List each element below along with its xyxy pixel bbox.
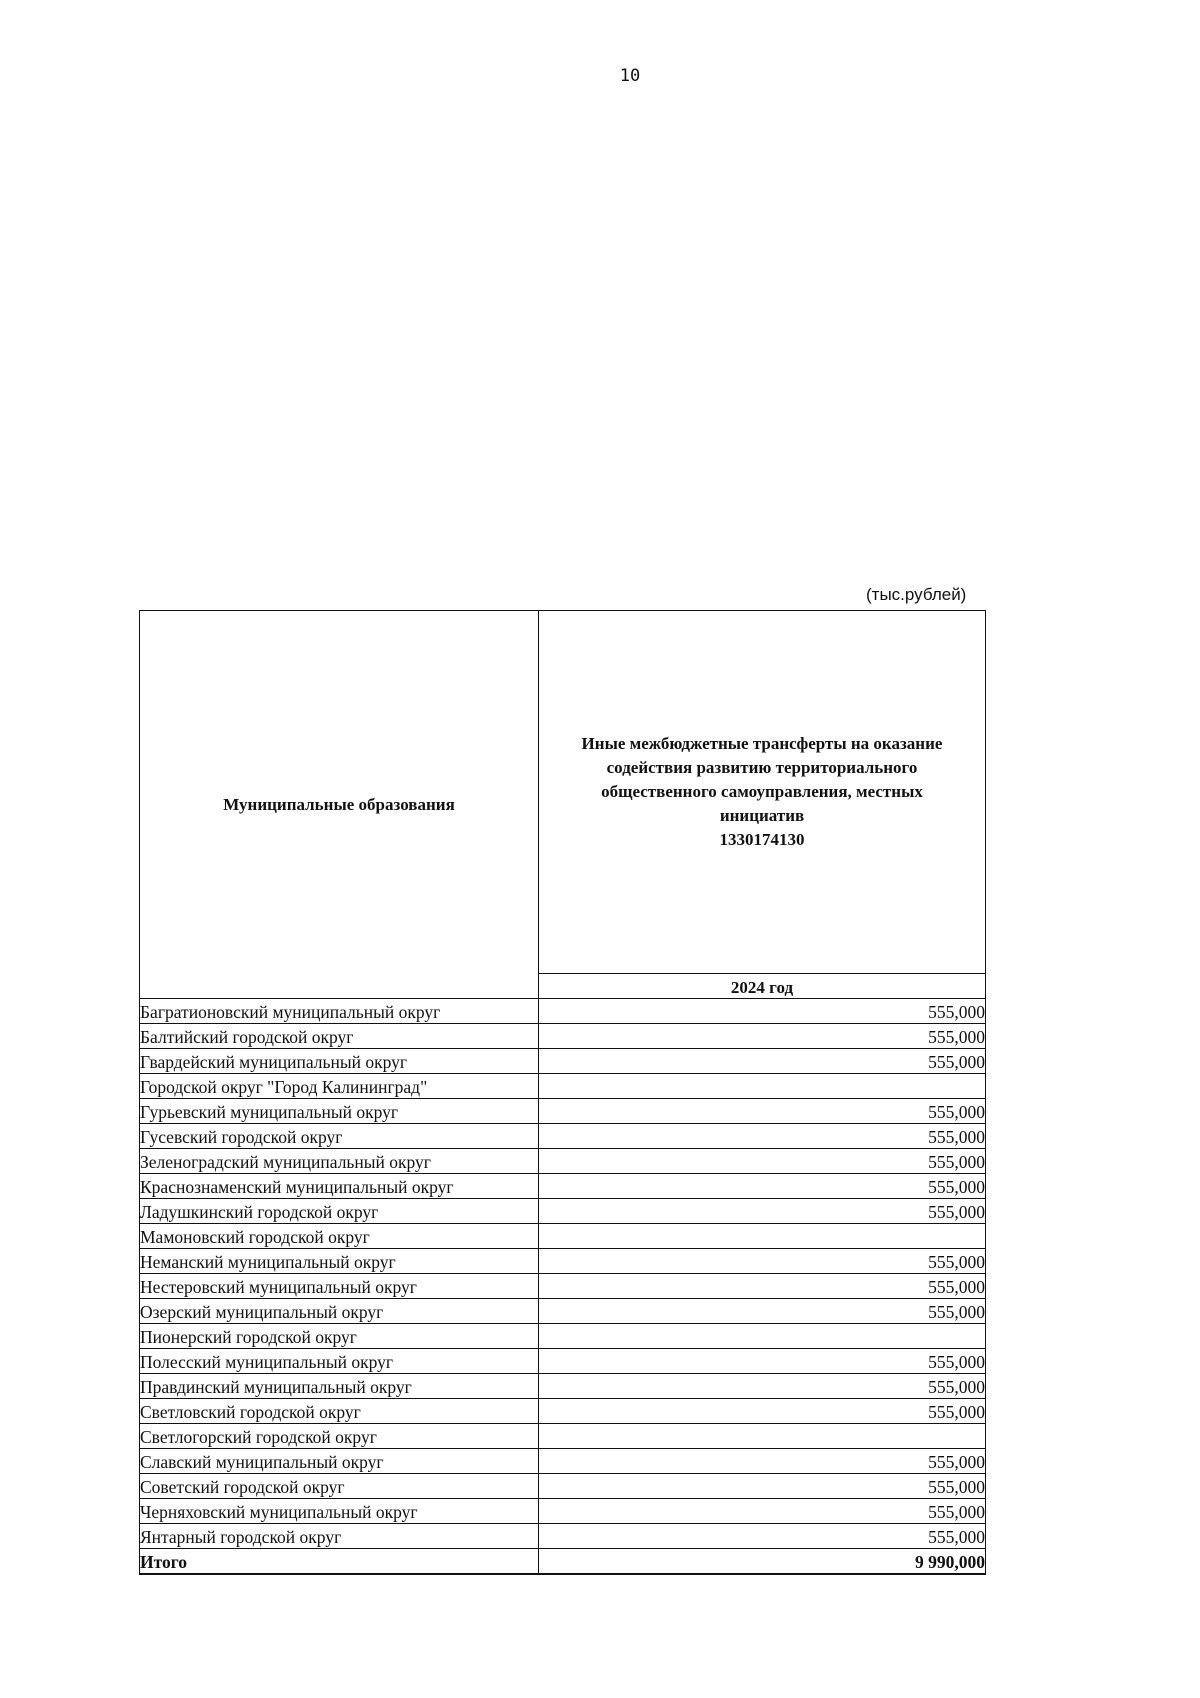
header-transfers xyxy=(539,611,986,974)
header-transfers-code: 1330174130 xyxy=(719,830,805,849)
header-transfers-line: Иные межбюджетные трансферты на оказание xyxy=(581,734,943,753)
transfer-value: 555,000 xyxy=(539,1049,986,1074)
transfer-value xyxy=(539,1074,986,1099)
transfer-value: 555,000 xyxy=(539,1024,986,1049)
units-label: (тыс.рублей) xyxy=(866,585,967,604)
transfer-value: 555,000 xyxy=(539,1374,986,1399)
municipality-name: Светловский городской округ xyxy=(140,1399,539,1424)
transfer-value xyxy=(539,1224,986,1249)
table-row xyxy=(140,1174,986,1199)
header-year: 2024 год xyxy=(539,974,986,999)
table-row xyxy=(140,1149,986,1174)
transfer-value: 555,000 xyxy=(539,1099,986,1124)
transfer-value: 555,000 xyxy=(539,1149,986,1174)
table-row xyxy=(140,1324,986,1349)
table-row xyxy=(140,1049,986,1074)
table-row xyxy=(140,1124,986,1149)
transfer-value: 555,000 xyxy=(539,1449,986,1474)
header-transfers-line: содействия развитию территориального xyxy=(606,758,918,777)
header-municipalities: Муниципальные образования xyxy=(140,611,539,999)
municipality-name: Правдинский муниципальный округ xyxy=(140,1374,539,1399)
table-row xyxy=(140,999,986,1024)
total-value: 9 990,000 xyxy=(539,1549,986,1575)
transfer-value: 555,000 xyxy=(539,1124,986,1149)
municipality-name: Светлогорский городской округ xyxy=(140,1424,539,1449)
transfer-value: 555,000 xyxy=(539,1499,986,1524)
table-row xyxy=(140,1449,986,1474)
table-row xyxy=(140,1074,986,1099)
table-row xyxy=(140,1249,986,1274)
transfer-value xyxy=(539,1424,986,1449)
municipality-name: Мамоновский городской округ xyxy=(140,1224,539,1249)
municipality-name: Черняховский муниципальный округ xyxy=(140,1499,539,1524)
transfer-value: 555,000 xyxy=(539,1174,986,1199)
municipality-name: Краснознаменский муниципальный округ xyxy=(140,1174,539,1199)
total-label: Итого xyxy=(140,1549,539,1575)
transfer-value: 555,000 xyxy=(539,1474,986,1499)
municipality-name: Гвардейский муниципальный округ xyxy=(140,1049,539,1074)
table-row xyxy=(140,1399,986,1424)
total-row xyxy=(140,1549,986,1575)
municipality-name: Гусевский городской округ xyxy=(140,1124,539,1149)
page-number: 10 xyxy=(619,66,641,86)
header-transfers-line: общественного самоуправления, местных xyxy=(601,782,923,801)
municipality-name: Неманский муниципальный округ xyxy=(140,1249,539,1274)
table-row xyxy=(140,1499,986,1524)
transfer-value: 555,000 xyxy=(539,999,986,1024)
transfer-value: 555,000 xyxy=(539,1349,986,1374)
municipality-name: Багратионовский муниципальный округ xyxy=(140,999,539,1024)
table-row xyxy=(140,1299,986,1324)
municipality-name: Городской округ "Город Калининград" xyxy=(140,1074,539,1099)
transfer-value: 555,000 xyxy=(539,1399,986,1424)
table-row xyxy=(140,1024,986,1049)
transfer-value: 555,000 xyxy=(539,1199,986,1224)
table-row xyxy=(140,1224,986,1249)
municipality-name: Славский муниципальный округ xyxy=(140,1449,539,1474)
transfer-value: 555,000 xyxy=(539,1524,986,1549)
table-row xyxy=(140,1199,986,1224)
table-row xyxy=(140,1099,986,1124)
municipality-name: Балтийский городской округ xyxy=(140,1024,539,1049)
header-transfers-line: инициатив xyxy=(719,806,805,825)
transfer-value: 555,000 xyxy=(539,1249,986,1274)
table-row xyxy=(140,1474,986,1499)
transfers-table xyxy=(139,610,986,1575)
municipality-name: Нестеровский муниципальный округ xyxy=(140,1274,539,1299)
transfer-value: 555,000 xyxy=(539,1274,986,1299)
table-row xyxy=(140,1424,986,1449)
municipality-name: Ладушкинский городской округ xyxy=(140,1199,539,1224)
municipality-name: Озерский муниципальный округ xyxy=(140,1299,539,1324)
transfer-value xyxy=(539,1324,986,1349)
table-row xyxy=(140,1274,986,1299)
municipality-name: Янтарный городской округ xyxy=(140,1524,539,1549)
municipality-name: Пионерский городской округ xyxy=(140,1324,539,1349)
municipality-name: Полесский муниципальный округ xyxy=(140,1349,539,1374)
table-row xyxy=(140,1524,986,1549)
municipality-name: Советский городской округ xyxy=(140,1474,539,1499)
table-row xyxy=(140,1374,986,1399)
municipality-name: Гурьевский муниципальный округ xyxy=(140,1099,539,1124)
municipality-name: Зеленоградский муниципальный округ xyxy=(140,1149,539,1174)
table-row xyxy=(140,1349,986,1374)
transfer-value: 555,000 xyxy=(539,1299,986,1324)
